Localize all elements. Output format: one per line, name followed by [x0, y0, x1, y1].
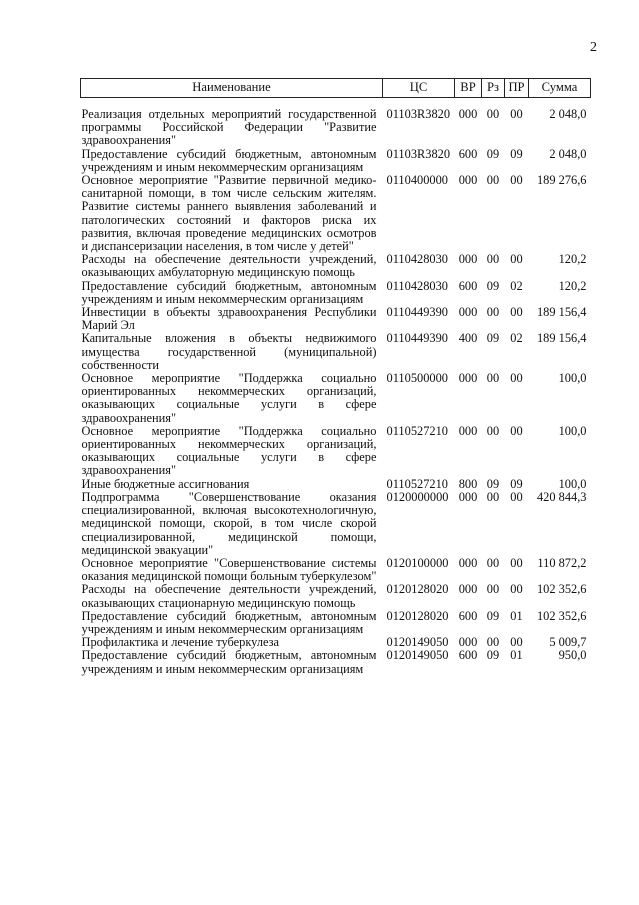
row-cs: 0120128020	[386, 608, 449, 623]
row-pr: 00	[510, 489, 523, 504]
table-body	[81, 98, 591, 676]
row-rz: 00	[486, 371, 500, 386]
row-rz: 09	[486, 331, 500, 346]
table-row	[81, 108, 591, 148]
row-rz: 00	[486, 582, 500, 597]
header-name: Наименование	[81, 79, 383, 98]
header-vr: ВР	[455, 79, 482, 98]
row-sum: 189 156,4	[536, 331, 587, 346]
row-pr: 01	[510, 648, 523, 663]
table-row	[81, 280, 591, 306]
row-pr: 01	[510, 608, 523, 623]
row-name: Иные бюджетные ассигнования	[81, 476, 250, 491]
row-sum: 5 009,7	[549, 635, 587, 650]
table-row	[81, 148, 591, 174]
row-sum: 110 872,2	[537, 555, 587, 570]
row-pr: 00	[510, 582, 523, 597]
row-rz: 09	[486, 146, 500, 161]
header-rz: Рз	[482, 79, 505, 98]
row-vr: 000	[458, 423, 478, 438]
budget-table-container	[80, 78, 590, 676]
row-cs: 0110449390	[386, 305, 448, 320]
row-rz: 00	[486, 555, 500, 570]
page-number: 2	[590, 40, 597, 55]
row-cs: 0110527210	[386, 476, 448, 491]
row-rz: 00	[486, 107, 500, 121]
row-name: Расходы на обеспечение деятельности учреждений, оказывающих стационарную медицинскую помощь	[81, 582, 377, 610]
row-vr: 000	[458, 252, 478, 267]
header-pr: ПР	[505, 79, 529, 98]
row-sum: 2 048,0	[549, 146, 587, 161]
row-cs: 0120149050	[386, 648, 449, 663]
row-sum: 100,0	[558, 371, 587, 386]
row-name: Профилактика и лечение туберкулеза	[81, 635, 280, 650]
row-rz: 00	[486, 173, 500, 188]
row-name: Капитальные вложения в объекты недвижимого имущества государственной (муниципальной) собственности	[81, 331, 377, 372]
row-name: Предоставление субсидий бюджетным, автономным учреждениям и иным некоммерческим организациям	[81, 648, 377, 676]
table-row	[81, 425, 591, 478]
row-name: Реализация отдельных мероприятий государственной программы Российской Федерации "Развитие здравоохранения"	[81, 107, 377, 148]
row-rz: 09	[486, 476, 500, 491]
row-sum: 189 276,6	[536, 173, 587, 188]
row-sum: 120,2	[558, 252, 587, 267]
budget-table	[80, 78, 591, 676]
row-pr: 00	[510, 371, 523, 386]
row-cs: 0120000000	[386, 489, 449, 504]
row-name: Предоставление субсидий бюджетным, автономным учреждениям и иным некоммерческим организациям	[81, 608, 377, 636]
row-sum: 100,0	[558, 423, 587, 438]
table-row	[81, 583, 591, 609]
table-row	[81, 478, 591, 491]
row-sum: 120,2	[558, 278, 587, 293]
row-pr: 09	[510, 476, 523, 491]
table-row	[81, 332, 591, 372]
row-pr: 00	[510, 252, 523, 267]
row-vr: 600	[458, 608, 478, 623]
row-vr: 000	[458, 305, 478, 320]
row-vr: 000	[458, 582, 478, 597]
row-rz: 00	[486, 635, 500, 650]
row-rz: 00	[486, 489, 500, 504]
row-name: Основное мероприятие "Поддержка социально ориентированных некоммерческих организаций, оказывающих социальные услуги в сфере здравоохранения"	[81, 423, 377, 478]
row-sum: 102 352,6	[536, 608, 587, 623]
row-pr: 00	[510, 635, 523, 650]
table-row	[81, 253, 591, 279]
row-pr: 00	[510, 173, 523, 188]
row-name: Подпрограмма "Совершенствование оказания специализированной, включая высокотехнологичную, медицинской помощи, скорой, в том числе скорой специализированной, медицинской помощи, медицинской эвакуации"	[81, 489, 377, 557]
row-vr: 000	[458, 107, 478, 121]
row-vr: 600	[458, 648, 478, 663]
row-cs: 0110400000	[386, 173, 448, 188]
row-pr: 09	[510, 146, 523, 161]
row-name: Основное мероприятие "Развитие первичной медико-санитарной помощи, в том числе сельским жителям. Развитие системы раннего выявления заболеваний и патологических состояний и факторов риска их развития, включая проведение медицинских осмотров и диспансеризации населения, в том числе у детей"	[81, 173, 377, 254]
row-sum: 189 156,4	[536, 305, 587, 320]
row-cs: 0110500000	[386, 371, 448, 386]
row-cs: 0110428030	[386, 278, 448, 293]
row-name: Расходы на обеспечение деятельности учреждений, оказывающих амбулаторную медицинскую помощь	[81, 252, 377, 280]
row-pr: 00	[510, 423, 523, 438]
row-name: Предоставление субсидий бюджетным, автономным учреждениям и иным некоммерческим организациям	[81, 278, 377, 306]
row-rz: 09	[486, 648, 500, 663]
row-rz: 00	[486, 423, 500, 438]
table-row	[81, 174, 591, 253]
row-name: Основное мероприятие "Совершенствование системы оказания медицинской помощи больным туберкулезом"	[81, 555, 377, 584]
row-pr: 00	[510, 107, 523, 121]
row-pr: 00	[510, 305, 523, 320]
row-cs: 01103R3820	[386, 146, 451, 161]
table-row	[81, 649, 591, 675]
row-cs: 0120128020	[386, 582, 449, 597]
row-cs: 01103R3820	[386, 107, 451, 121]
row-name: Инвестиции в объекты здравоохранения Республики Марий Эл	[81, 305, 377, 333]
row-vr: 000	[458, 371, 478, 386]
row-vr: 000	[458, 635, 478, 650]
row-cs: 0110527210	[386, 423, 448, 438]
header-cs: ЦС	[383, 79, 455, 98]
row-rz: 09	[486, 278, 500, 293]
row-vr: 600	[458, 146, 478, 161]
row-vr: 400	[458, 331, 478, 346]
row-vr: 600	[458, 278, 478, 293]
row-pr: 02	[510, 331, 523, 346]
row-vr: 000	[458, 555, 478, 570]
row-sum: 2 048,0	[549, 107, 587, 121]
row-sum: 950,0	[558, 648, 587, 663]
row-vr: 000	[458, 489, 478, 504]
table-row	[81, 372, 591, 425]
row-sum: 102 352,6	[536, 582, 587, 597]
row-cs: 0110449390	[386, 331, 448, 346]
header-sum: Сумма	[529, 79, 591, 98]
row-sum: 100,0	[558, 476, 587, 491]
row-cs: 0120149050	[386, 635, 449, 650]
table-row	[81, 491, 591, 557]
row-cs: 0110428030	[386, 252, 448, 267]
row-rz: 00	[486, 252, 500, 267]
table-row	[81, 610, 591, 636]
row-pr: 02	[510, 278, 523, 293]
row-cs: 0120100000	[386, 555, 449, 570]
table-row	[81, 557, 591, 583]
row-pr: 00	[510, 555, 523, 570]
row-rz: 00	[486, 305, 500, 320]
row-sum: 420 844,3	[536, 489, 587, 504]
row-vr: 800	[458, 476, 478, 491]
table-header	[81, 79, 591, 98]
table-row	[81, 306, 591, 332]
row-name: Основное мероприятие "Поддержка социально ориентированных некоммерческих организаций, оказывающих социальные услуги в сфере здравоохранения"	[81, 371, 377, 425]
row-vr: 000	[458, 173, 478, 188]
row-rz: 09	[486, 608, 500, 623]
row-name: Предоставление субсидий бюджетным, автономным учреждениям и иным некоммерческим организациям	[81, 146, 377, 174]
